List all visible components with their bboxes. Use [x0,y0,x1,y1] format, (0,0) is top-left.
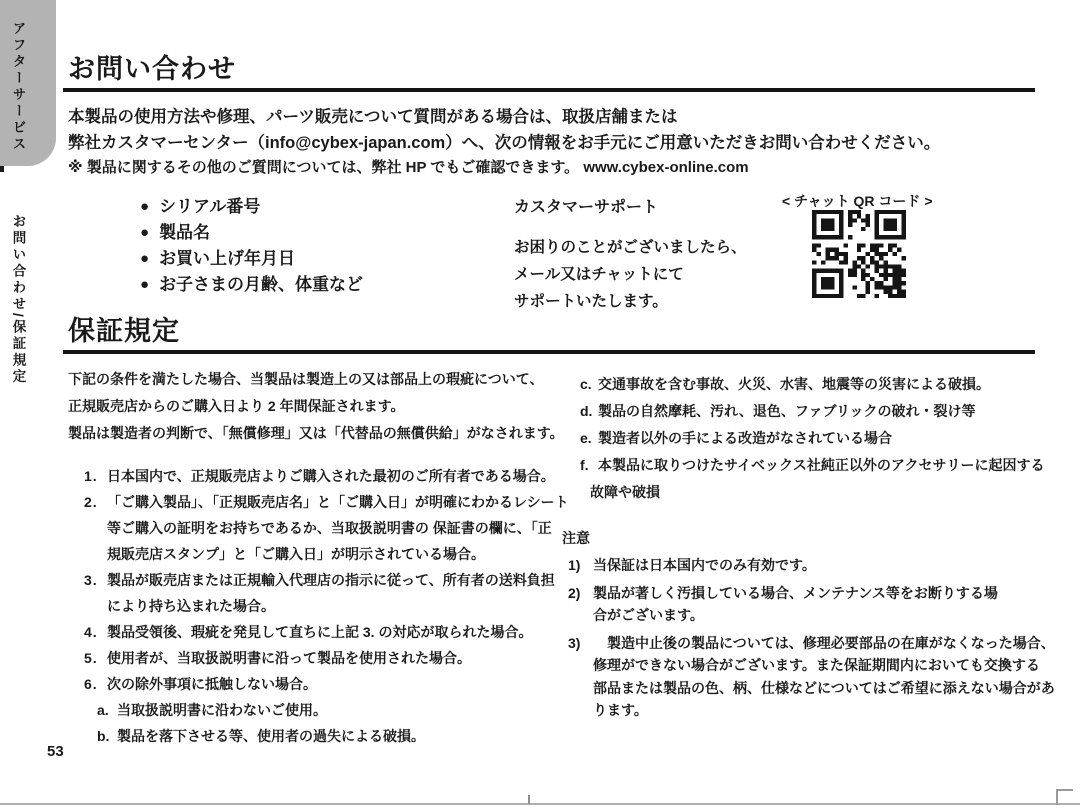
support-text-line: お困りのことがございましたら、 [514,239,747,256]
condition-item [84,463,569,489]
condition-marker: 6. [84,676,98,692]
note-line: ります。 [593,702,648,718]
condition-marker: 3. [84,572,98,588]
note-line: 当保証は日本国内でのみ有効です。 [593,557,816,573]
note-line: 製品が著しく汚損している場合、メンテナンス等をお断りする場 [593,584,998,601]
intro-line [68,130,940,156]
notes-title: 注意 [562,530,590,546]
contact-checklist [140,194,363,298]
sidebar-tab-label: アフターサービス [10,21,26,153]
warranty-intro-line: 正規販売店からのご購入日より 2 年間保証されます。 [68,398,405,414]
note-line: 製造中止後の製品については、修理必要部品の在庫がなくなった場合、 [593,634,1055,651]
condition-item [84,489,569,567]
condition-line: 日本国内で、正規販売店よりご購入された最初のご所有者である場合。 [107,468,555,484]
condition-line: 次の除外事項に抵触しない場合。 [107,676,317,692]
condition-item [84,671,569,697]
bullet-icon: ● [140,224,150,241]
bullet-icon: ● [140,250,150,267]
note-line: 部品または製品の色、柄、仕様などについてはご希望に添えない場合があ [593,679,1055,696]
warranty-exclusions-list [580,371,1044,506]
note-item [568,554,1055,577]
note-marker: 1) [568,557,581,573]
exclusion-line: 交通事故を含む事故、火災、水害、地震等の災害による破損。 [598,376,990,392]
checklist-item-label: お子さまの月齢、体重など [159,275,364,294]
exclusion-marker: a. [97,702,109,718]
exclusion-line: 当取扱説明書に沿わないご使用。 [117,702,327,718]
bullet-icon: ● [140,198,150,215]
condition-item [84,567,569,619]
note-item [568,582,1055,627]
intro-note-line [68,156,940,180]
sidebar-section-label: お問い合わせ/保証規定 [10,214,26,386]
condition-line: 等ご購入の証明をお持ちであるか、当取扱説明書の 保証書の欄に、「正 [107,520,552,536]
checklist-item [140,220,363,246]
warranty-section-title: 保証規定 [68,316,180,346]
note-line: 修理ができない場合がございます。また保証期間内においても交換する [593,657,1040,673]
exclusion-item-d [580,398,1044,425]
chat-qr-code [812,210,906,298]
condition-line: により持ち込まれた場合。 [107,598,275,614]
page-number: 53 [47,743,64,760]
contact-intro [68,104,940,180]
exclusion-item-e [580,425,1044,452]
warranty-intro-line: 下記の条件を満たした場合、当製品は製造上の又は部品上の瑕疵について、 [68,371,544,387]
next-page-corner [1056,789,1073,805]
website-url: www.cybex-online.com [583,159,749,176]
sidebar-tab [0,0,56,166]
support-heading: カスタマーサポート [514,199,659,216]
condition-line: 「ご購入製品」、「正規販売店名」と「ご購入日」が明確にわかるレシート [107,494,569,510]
support-text [514,234,747,315]
note-marker: 2) [568,584,581,601]
warranty-intro-line: 製品は製造者の判断で、「無償修理」又は「代替品の無償供給」がなされます。 [68,425,564,441]
exclusion-item-f [580,452,1044,506]
condition-line: 製品受領後、瑕疵を発見して直ちに上記 3. の対応が取られた場合。 [107,624,533,640]
contact-section-title: お問い合わせ [68,54,236,84]
condition-line: 規販売店スタンプ」と「ご購入日」が明示されている場合。 [107,546,485,562]
exclusion-line: 故障や破損 [590,484,660,500]
note-line: 合がございます。 [593,607,704,623]
exclusion-marker: c. [580,376,592,392]
page-bottom-rule [0,803,1080,805]
support-text-line: メール又はチャットにて [514,266,684,283]
condition-marker: 5. [84,650,98,666]
condition-line: 製品が販売店または正規輸入代理店の指示に従って、所有者の送料負担 [107,572,555,588]
contact-title-rule [63,88,1035,92]
exclusion-marker: f. [580,457,589,473]
exclusion-line: 製品を落下させる等、使用者の過失による破損。 [117,728,425,744]
exclusion-marker: d. [580,403,593,419]
customer-support-block [514,194,747,315]
warranty-notes [562,527,1055,722]
checklist-item-label: 製品名 [159,223,211,242]
exclusion-item-c [580,371,1044,398]
condition-item [84,619,569,645]
qr-code-label: < チャット QR コード > [782,193,933,209]
condition-marker: 2. [84,494,98,510]
checklist-item [140,246,363,272]
bullet-icon: ● [140,276,150,293]
exclusion-marker: e. [580,430,592,446]
condition-item [84,645,569,671]
exclusion-item-a [97,697,569,723]
condition-marker: 4. [84,624,98,640]
note-item [568,632,1055,722]
checklist-item-label: シリアル番号 [159,197,261,216]
exclusion-line: 製品の自然摩耗、汚れ、退色、ファブリックの破れ・裂け等 [598,403,976,419]
condition-marker: 1. [84,468,98,484]
intro-line-with-email: 弊社カスタマーセンター（info@cybex-japan.com）へ、次の情報をお手元にご用意いただきお問い合わせください。 [68,134,941,152]
page-bottom-tick [528,795,530,804]
note-marker: 3) [568,634,581,651]
intro-line: 本製品の使用方法や修理、パーツ販売について質問がある場合は、取扱店舗または [68,108,678,126]
exclusion-line: 製造者以外の手による改造がなされている場合 [598,430,892,446]
warranty-title-rule [63,350,1035,354]
checklist-item [140,194,363,220]
exclusion-marker: b. [97,728,110,744]
warranty-conditions-list [84,463,569,749]
support-text-line: サポートいたします。 [514,293,668,310]
checklist-item [140,272,363,298]
condition-line: 使用者が、当取扱説明書に沿って製品を使用された場合。 [107,650,471,666]
exclusion-item-b [97,723,569,749]
exclusion-line: 本製品に取りつけたサイベックス社純正以外のアクセサリーに起因する [598,457,1045,473]
warranty-intro [68,366,564,447]
checklist-item-label: お買い上げ年月日 [159,249,296,268]
intro-note-text: ※ 製品に関するその他のご質問については、弊社 HP でもご確認できます。 [68,159,584,176]
